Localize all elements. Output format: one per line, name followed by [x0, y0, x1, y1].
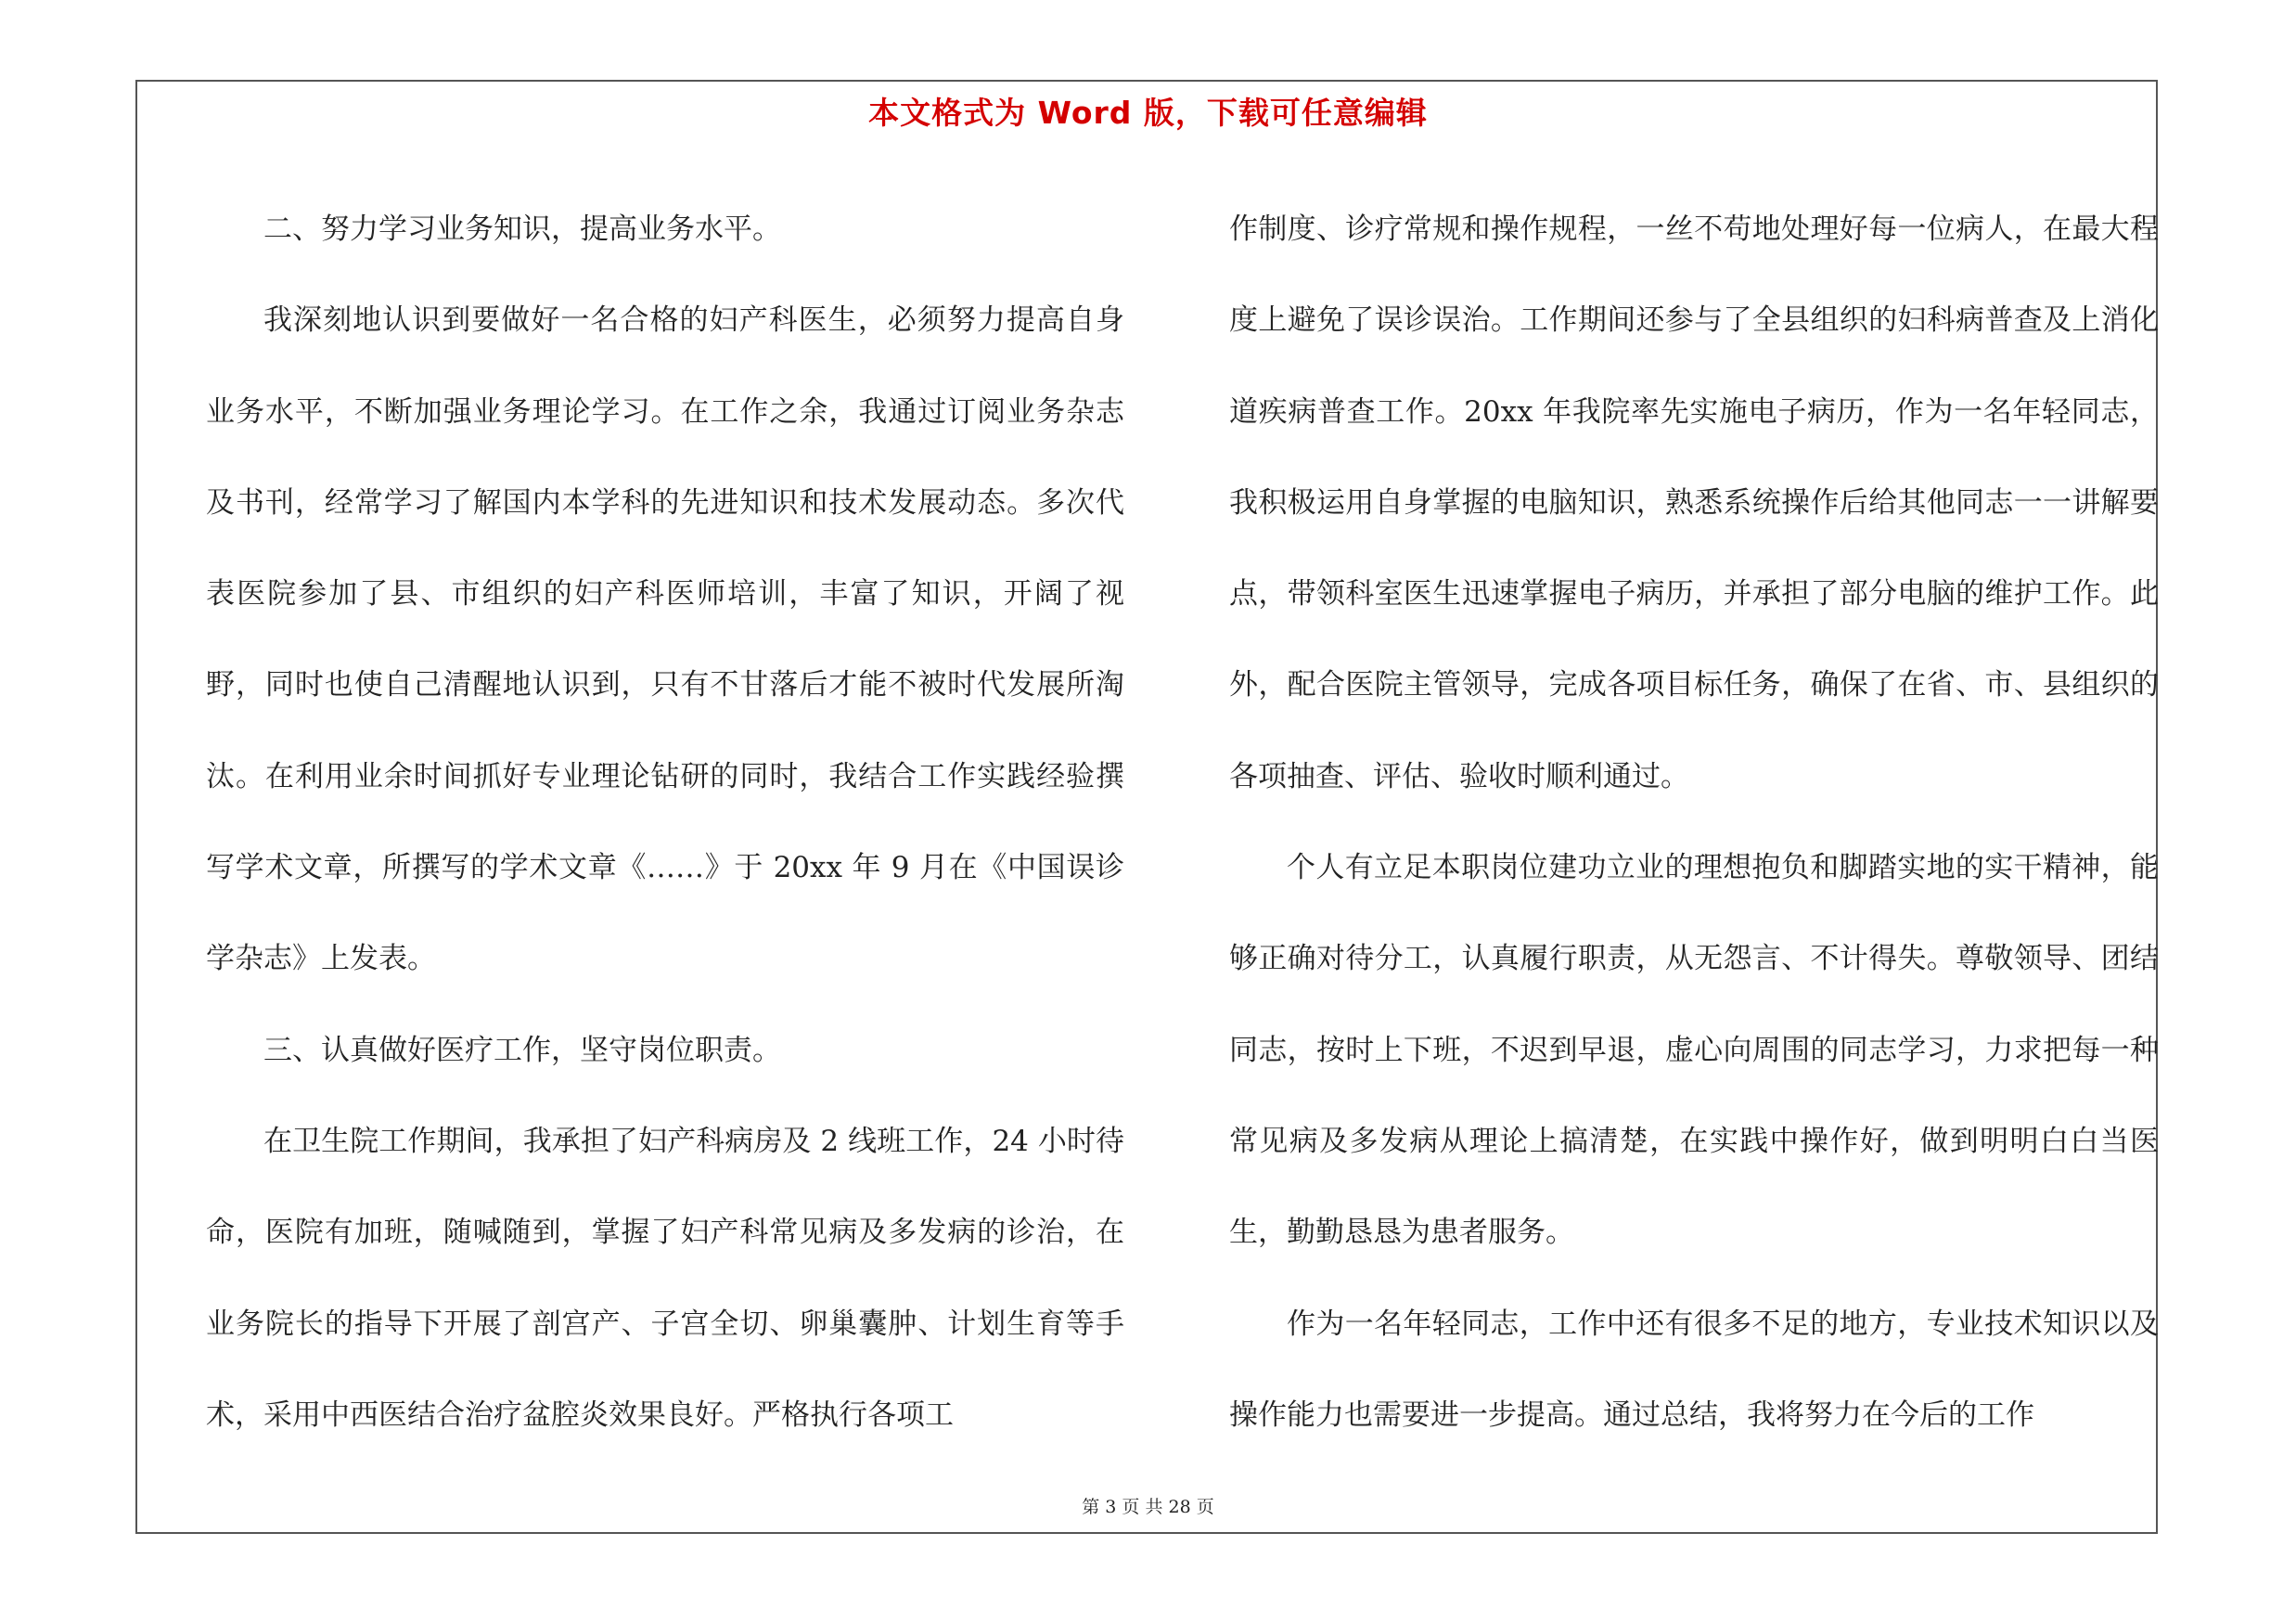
paragraph-study: 我深刻地认识到要做好一名合格的妇产科医生，必须努力提高自身业务水平，不断加强业务理论学习。在工作之余，我通过订阅业务杂志及书刊，经常学习了解国内本学科的先进知识和技术发展动态。多次代表医院参加了县、市组织的妇产科医师培训，丰富了知识，开阔了视野，同时也使自己清醒地认识到，只有不甘落后才能不被时代发展所淘汰。在利用业余时间抓好专业理论钻研的同时，我结合工作实践经验撰写学术文章，所撰写的学术文章《……》于 20xx 年 9 月在《中国误诊学杂志》上发表。 — [206, 303, 1124, 976]
paragraph-medical-work-continued: 作制度、诊疗常规和操作规程，一丝不苟地处理好每一位病人，在最大程度上避免了误诊误治。工作期间还参与了全县组织的妇科病普查及上消化道疾病普查工作。20xx 年我院率先实施电子病历，作为一名年轻同志，我积极运用自身掌握的电脑知识，熟悉系统操作后给其他同志一一讲解要点，带领科室医生迅速掌握电子病历，并承担了部分电脑的维护工作。此外，配合医院主管领导，完成各项目标任务，确保了在省、市、县组织的各项抽查、评估、验收时顺利通过。 — [1229, 213, 2159, 793]
page-number-footer: 第 3 页 共 28 页 — [1082, 1497, 1214, 1517]
paragraph-improvement: 作为一名年轻同志，工作中还有很多不足的地方，专业技术知识以及操作能力也需要进一步提高。通过总结，我将努力在今后的工作 — [1229, 1307, 2159, 1432]
section-heading-3: 三、认真做好医疗工作，坚守岗位职责。 — [263, 1033, 781, 1067]
paragraph-attitude: 个人有立足本职岗位建功立业的理想抱负和脚踏实地的实干精神，能够正确对待分工，认真履行职责，从无怨言、不计得失。尊敬领导、团结同志，按时上下班，不迟到早退，虚心向周围的同志学习，力求把每一种常见病及多发病从理论上搞清楚，在实践中操作好，做到明明白白当医生，勤勤恳恳为患者服务。 — [1229, 851, 2159, 1250]
right-text-column — [1229, 184, 2159, 1461]
left-text-column — [206, 184, 1124, 1461]
paragraph-medical-work: 在卫生院工作期间，我承担了妇产科病房及 2 线班工作，24 小时待命，医院有加班，随喊随到，掌握了妇产科常见病及多发病的诊治，在业务院长的指导下开展了剖宫产、子宫全切、卵巢囊肿、计划生育等手术，采用中西医结合治疗盆腔炎效果良好。严格执行各项工 — [206, 1124, 1124, 1432]
word-format-banner: 本文格式为 Word 版，下载可任意编辑 — [868, 95, 1428, 131]
section-heading-2: 二、努力学习业务知识，提高业务水平。 — [263, 213, 781, 246]
